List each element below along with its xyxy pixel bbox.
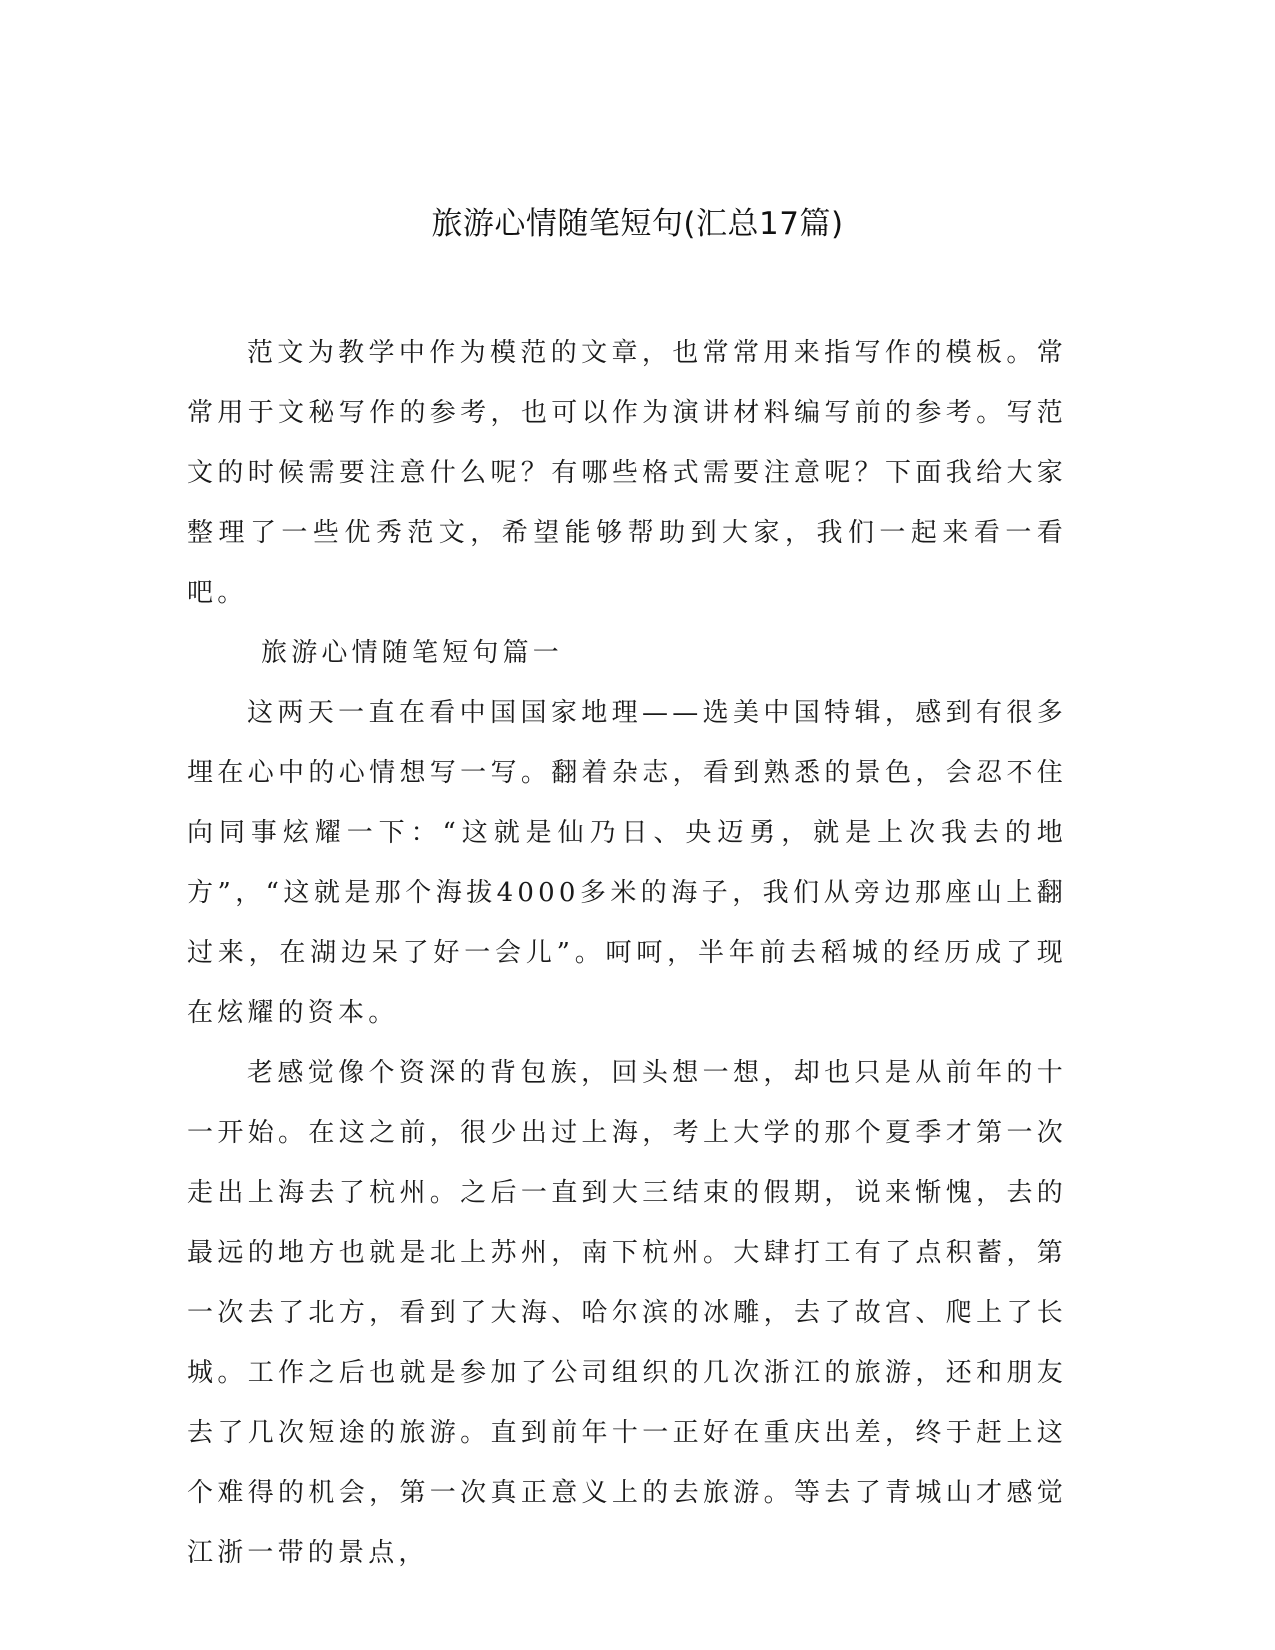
document-body xyxy=(187,323,1067,1583)
section-heading: 旅游心情随笔短句篇一 xyxy=(261,638,564,668)
intro-paragraph: 范文为教学中作为模范的文章，也常常用来指写作的模板。常常用于文秘写作的参考，也可以作为演讲材料编写前的参考。写范文的时候需要注意什么呢？有哪些格式需要注意呢？下面我给大家整理了一些优秀范文，希望能够帮助到大家，我们一起来看一看吧。 xyxy=(187,338,1067,608)
body-paragraph-1: 这两天一直在看中国国家地理——选美中国特辑，感到有很多埋在心中的心情想写一写。翻着杂志，看到熟悉的景色，会忍不住向同事炫耀一下：“这就是仙乃日、央迈勇，就是上次我去的地方”，“这就是那个海拔4000多米的海子，我们从旁边那座山上翻过来，在湖边呆了好一会儿”。呵呵，半年前去稻城的经历成了现在炫耀的资本。 xyxy=(187,698,1067,1028)
body-paragraph-2: 老感觉像个资深的背包族，回头想一想，却也只是从前年的十一开始。在这之前，很少出过上海，考上大学的那个夏季才第一次走出上海去了杭州。之后一直到大三结束的假期，说来惭愧，去的最远的地方也就是北上苏州，南下杭州。大肆打工有了点积蓄，第一次去了北方，看到了大海、哈尔滨的冰雕，去了故宫、爬上了长城。工作之后也就是参加了公司组织的几次浙江的旅游，还和朋友去了几次短途的旅游。直到前年十一正好在重庆出差，终于赶上这个难得的机会，第一次真正意义上的去旅游。等去了青城山才感觉江浙一带的景点， xyxy=(187,1058,1067,1568)
document-title: 旅游心情随笔短句(汇总17篇) xyxy=(431,206,844,242)
